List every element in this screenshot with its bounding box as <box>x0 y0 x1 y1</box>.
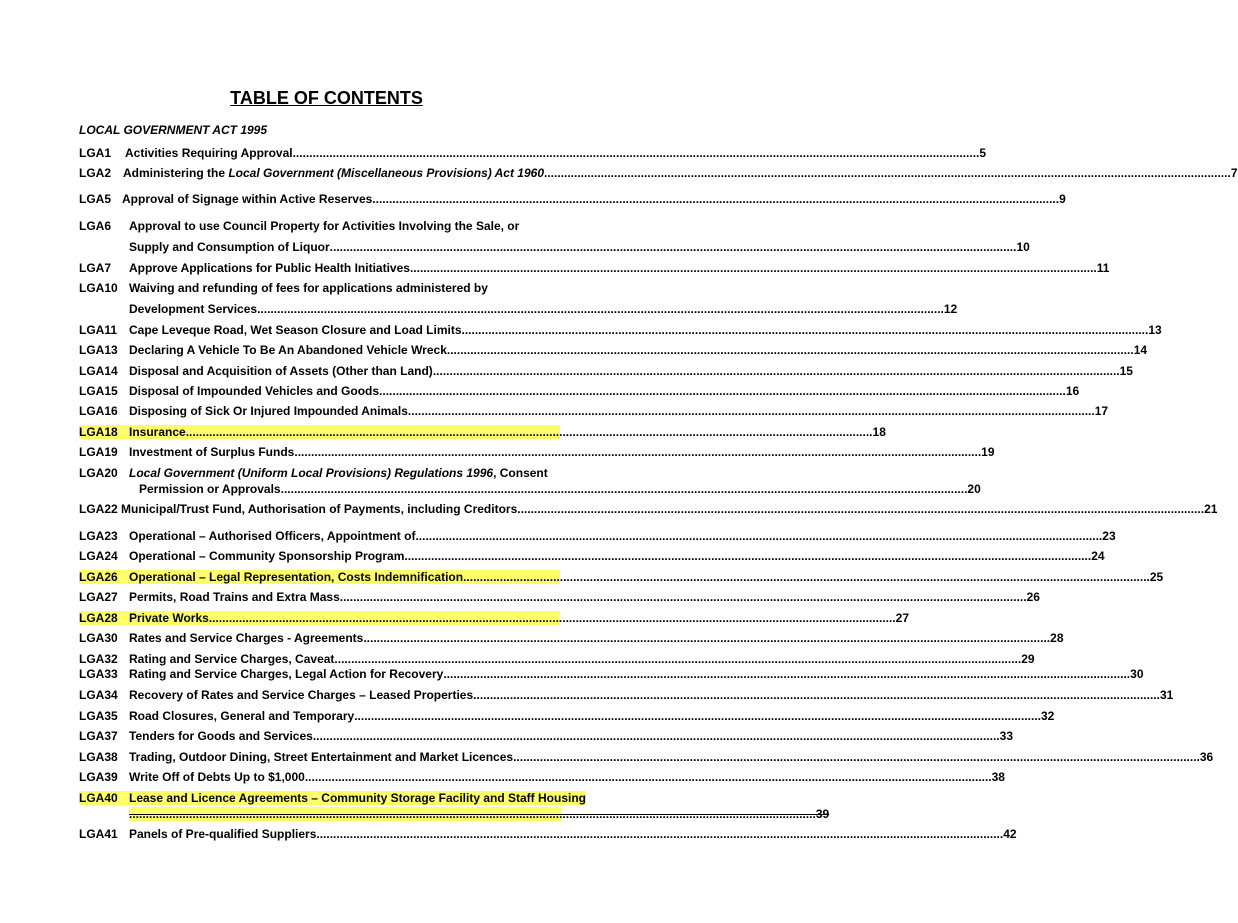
toc-title: Panels of Pre-qualified Suppliers <box>129 827 317 841</box>
toc-page: 18 <box>872 425 886 439</box>
toc-title: Tenders for Goods and Services <box>129 729 313 743</box>
toc-title: Declaring A Vehicle To Be An Abandoned Vehicle Wreck <box>129 343 447 357</box>
toc-leader: .............................................................................................................................................................................................................. <box>257 302 944 316</box>
toc-code: LGA10 <box>79 281 118 295</box>
toc-leader: .............................................................................................................................................................................................................. <box>544 166 1231 180</box>
toc-title-continued: Development Services <box>129 302 258 316</box>
toc-page: 21 <box>1204 502 1218 516</box>
toc-leader: .............................................................................................................................................................................................................. <box>354 709 1041 723</box>
toc-leader: .............................................................................................................................................................................................................. <box>185 425 873 439</box>
toc-page: 27 <box>895 611 909 625</box>
toc-code: LGA2 <box>79 166 112 180</box>
toc-title: Write Off of Debts Up to $1,000 <box>129 770 305 784</box>
toc-title: Lease and Licence Agreements – Community Storage Facility and Staff Housing <box>129 791 586 805</box>
toc-title: Rating and Service Charges, Caveat <box>129 652 335 666</box>
toc-leader: .............................................................................................................................................................................................................. <box>339 590 1027 604</box>
toc-leader: .............................................................................................................................................................................................................. <box>463 570 1150 584</box>
toc-code: LGA23 <box>79 529 118 543</box>
toc-leader: .............................................................................................................................................................................................................. <box>129 807 816 821</box>
toc-leader: .............................................................................................................................................................................................................. <box>334 652 1022 666</box>
toc-title: Rates and Service Charges - Agreements <box>129 631 364 645</box>
toc-title: Operational – Community Sponsorship Program <box>129 549 405 563</box>
toc-title-continued: Permission or Approvals <box>139 482 281 496</box>
toc-code: LGA22 <box>79 502 118 516</box>
toc-code: LGA24 <box>79 549 118 563</box>
toc-leader: .............................................................................................................................................................................................................. <box>513 750 1200 764</box>
toc-code: LGA19 <box>79 445 118 459</box>
toc-title: Operational – Legal Representation, Costs Indemnification <box>129 570 464 584</box>
toc-title: Disposal and Acquisition of Assets (Other than Land) <box>129 364 433 378</box>
toc-code: LGA6 <box>79 219 112 233</box>
toc-leader: .............................................................................................................................................................................................................. <box>517 502 1205 516</box>
toc-code: LGA5 <box>79 192 112 206</box>
toc-page: 36 <box>1199 750 1214 764</box>
toc-code: LGA1 <box>79 146 112 160</box>
toc-leader: .............................................................................................................................................................................................................. <box>443 667 1131 681</box>
toc-code: LGA32 <box>79 652 118 666</box>
toc-page: 13 <box>1148 323 1162 337</box>
toc-page: 12 <box>943 302 958 316</box>
toc-code: LGA27 <box>79 590 118 604</box>
toc-code: LGA35 <box>79 709 118 723</box>
toc-leader: .............................................................................................................................................................................................................. <box>409 261 1097 275</box>
toc-page: 26 <box>1026 590 1040 604</box>
toc-title: Private Works <box>129 611 209 625</box>
toc-title: Road Closures, General and Temporary <box>129 709 355 723</box>
toc-leader: .............................................................................................................................................................................................................. <box>446 343 1134 357</box>
toc-page: 31 <box>1159 688 1174 702</box>
toc-leader: .............................................................................................................................................................................................................. <box>208 611 896 625</box>
toc-leader: .............................................................................................................................................................................................................. <box>329 240 1017 254</box>
toc-code: LGA11 <box>79 323 118 337</box>
toc-entry-lga26[interactable] <box>79 570 1164 584</box>
toc-page: 10 <box>1016 240 1030 254</box>
toc-leader: .............................................................................................................................................................................................................. <box>372 192 1060 206</box>
toc-leader: .............................................................................................................................................................................................................. <box>404 549 1092 563</box>
toc-title: Approve Applications for Public Health Initiatives <box>129 261 410 275</box>
toc-code: LGA26 <box>79 570 118 584</box>
toc-page: 7 <box>1230 166 1238 180</box>
page-title: TABLE OF CONTENTS <box>230 88 423 108</box>
toc-leader: .............................................................................................................................................................................................................. <box>461 323 1149 337</box>
toc-leader: .............................................................................................................................................................................................................. <box>407 404 1095 418</box>
toc-title-continued: Supply and Consumption of Liquor <box>129 240 330 254</box>
toc-code: LGA40 <box>79 791 118 805</box>
toc-code: LGA7 <box>79 261 112 275</box>
toc-title: Local Government (Uniform Local Provisions) Regulations 1996, Consent <box>129 466 548 480</box>
toc-title: Activities Requiring Approval <box>125 146 293 160</box>
toc-title: Recovery of Rates and Service Charges – Leased Properties <box>129 688 474 702</box>
toc-title: Waiving and refunding of fees for applications administered by <box>129 281 488 295</box>
toc-page: 11 <box>1096 261 1110 275</box>
toc-page: 25 <box>1149 570 1164 584</box>
toc-page: 17 <box>1094 404 1109 418</box>
toc-code: LGA20 <box>79 466 118 480</box>
toc-code: LGA18 <box>79 425 118 439</box>
toc-page: 19 <box>981 445 995 459</box>
toc-code: LGA34 <box>79 688 118 702</box>
toc-page: 14 <box>1133 343 1148 357</box>
toc-page: 24 <box>1091 549 1105 563</box>
toc-leader: .............................................................................................................................................................................................................. <box>292 146 980 160</box>
toc-page: 42 <box>1003 827 1017 841</box>
toc-title: Cape Leveque Road, Wet Season Closure and Load Limits <box>129 323 462 337</box>
toc-page: 32 <box>1041 709 1055 723</box>
toc-title: Insurance <box>129 425 186 439</box>
toc-code: LGA39 <box>79 770 118 784</box>
toc-code: LGA16 <box>79 404 118 418</box>
toc-code: LGA33 <box>79 667 118 681</box>
toc-code: LGA41 <box>79 827 118 841</box>
toc-leader: .............................................................................................................................................................................................................. <box>312 729 1000 743</box>
toc-code: LGA28 <box>79 611 118 625</box>
toc-page: 5 <box>979 146 987 160</box>
toc-code: LGA13 <box>79 343 118 357</box>
toc-leader: .............................................................................................................................................................................................................. <box>379 384 1066 398</box>
toc-title: Disposing of Sick Or Injured Impounded Animals <box>129 404 408 418</box>
toc-page: 20 <box>967 482 981 496</box>
toc-title: Rating and Service Charges, Legal Action for Recovery <box>129 667 444 681</box>
toc-code: LGA15 <box>79 384 118 398</box>
toc-page: 38 <box>991 770 1005 784</box>
toc-page: 15 <box>1119 364 1133 378</box>
act-name: Local Government (Miscellaneous Provisions) Act 1960 <box>228 166 544 180</box>
toc-code: LGA14 <box>79 364 118 378</box>
toc-code: LGA38 <box>79 750 118 764</box>
toc-title: Approval of Signage within Active Reserves <box>122 192 373 206</box>
toc-title: Administering the Local Government (Miscellaneous Provisions) Act 1960 <box>123 166 544 180</box>
toc-page: 39 <box>815 807 830 821</box>
toc-title: Investment of Surplus Funds <box>129 445 295 459</box>
toc-page: 28 <box>1050 631 1064 645</box>
toc-entry-lga40[interactable] <box>79 791 586 805</box>
toc-page: 23 <box>1102 529 1116 543</box>
toc-leader: .............................................................................................................................................................................................................. <box>316 827 1004 841</box>
toc-page: 30 <box>1130 667 1144 681</box>
toc-code: LGA37 <box>79 729 118 743</box>
toc-leader: .............................................................................................................................................................................................................. <box>473 688 1160 702</box>
toc-title: Approval to use Council Property for Activities Involving the Sale, or <box>129 219 520 233</box>
toc-entry-lga18[interactable] <box>79 425 886 439</box>
toc-leader: .............................................................................................................................................................................................................. <box>304 770 992 784</box>
toc-page: 33 <box>999 729 1014 743</box>
toc-leader: .............................................................................................................................................................................................................. <box>363 631 1051 645</box>
toc-leader: .............................................................................................................................................................................................................. <box>432 364 1120 378</box>
regulation-name: Local Government (Uniform Local Provisions) Regulations 1996 <box>129 466 494 480</box>
toc-entry-lga40-continued[interactable] <box>129 807 830 821</box>
toc-title: Permits, Road Trains and Extra Mass <box>129 590 340 604</box>
toc-page: 16 <box>1065 384 1080 398</box>
toc-title: Trading, Outdoor Dining, Street Entertainment and Market Licences <box>129 750 514 764</box>
toc-page: 9 <box>1059 192 1066 206</box>
toc-code: LGA30 <box>79 631 118 645</box>
toc-entry-lga28[interactable] <box>79 611 909 625</box>
toc-title: Municipal/Trust Fund, Authorisation of Payments, including Creditors <box>121 502 518 516</box>
toc-title: Disposal of Impounded Vehicles and Goods <box>129 384 380 398</box>
toc-title: Operational – Authorised Officers, Appointment of <box>129 529 416 543</box>
toc-page: 29 <box>1021 652 1035 666</box>
toc-leader: .............................................................................................................................................................................................................. <box>415 529 1103 543</box>
section-heading: LOCAL GOVERNMENT ACT 1995 <box>79 123 268 137</box>
toc-leader: .............................................................................................................................................................................................................. <box>280 482 968 496</box>
toc-leader: .............................................................................................................................................................................................................. <box>294 445 982 459</box>
